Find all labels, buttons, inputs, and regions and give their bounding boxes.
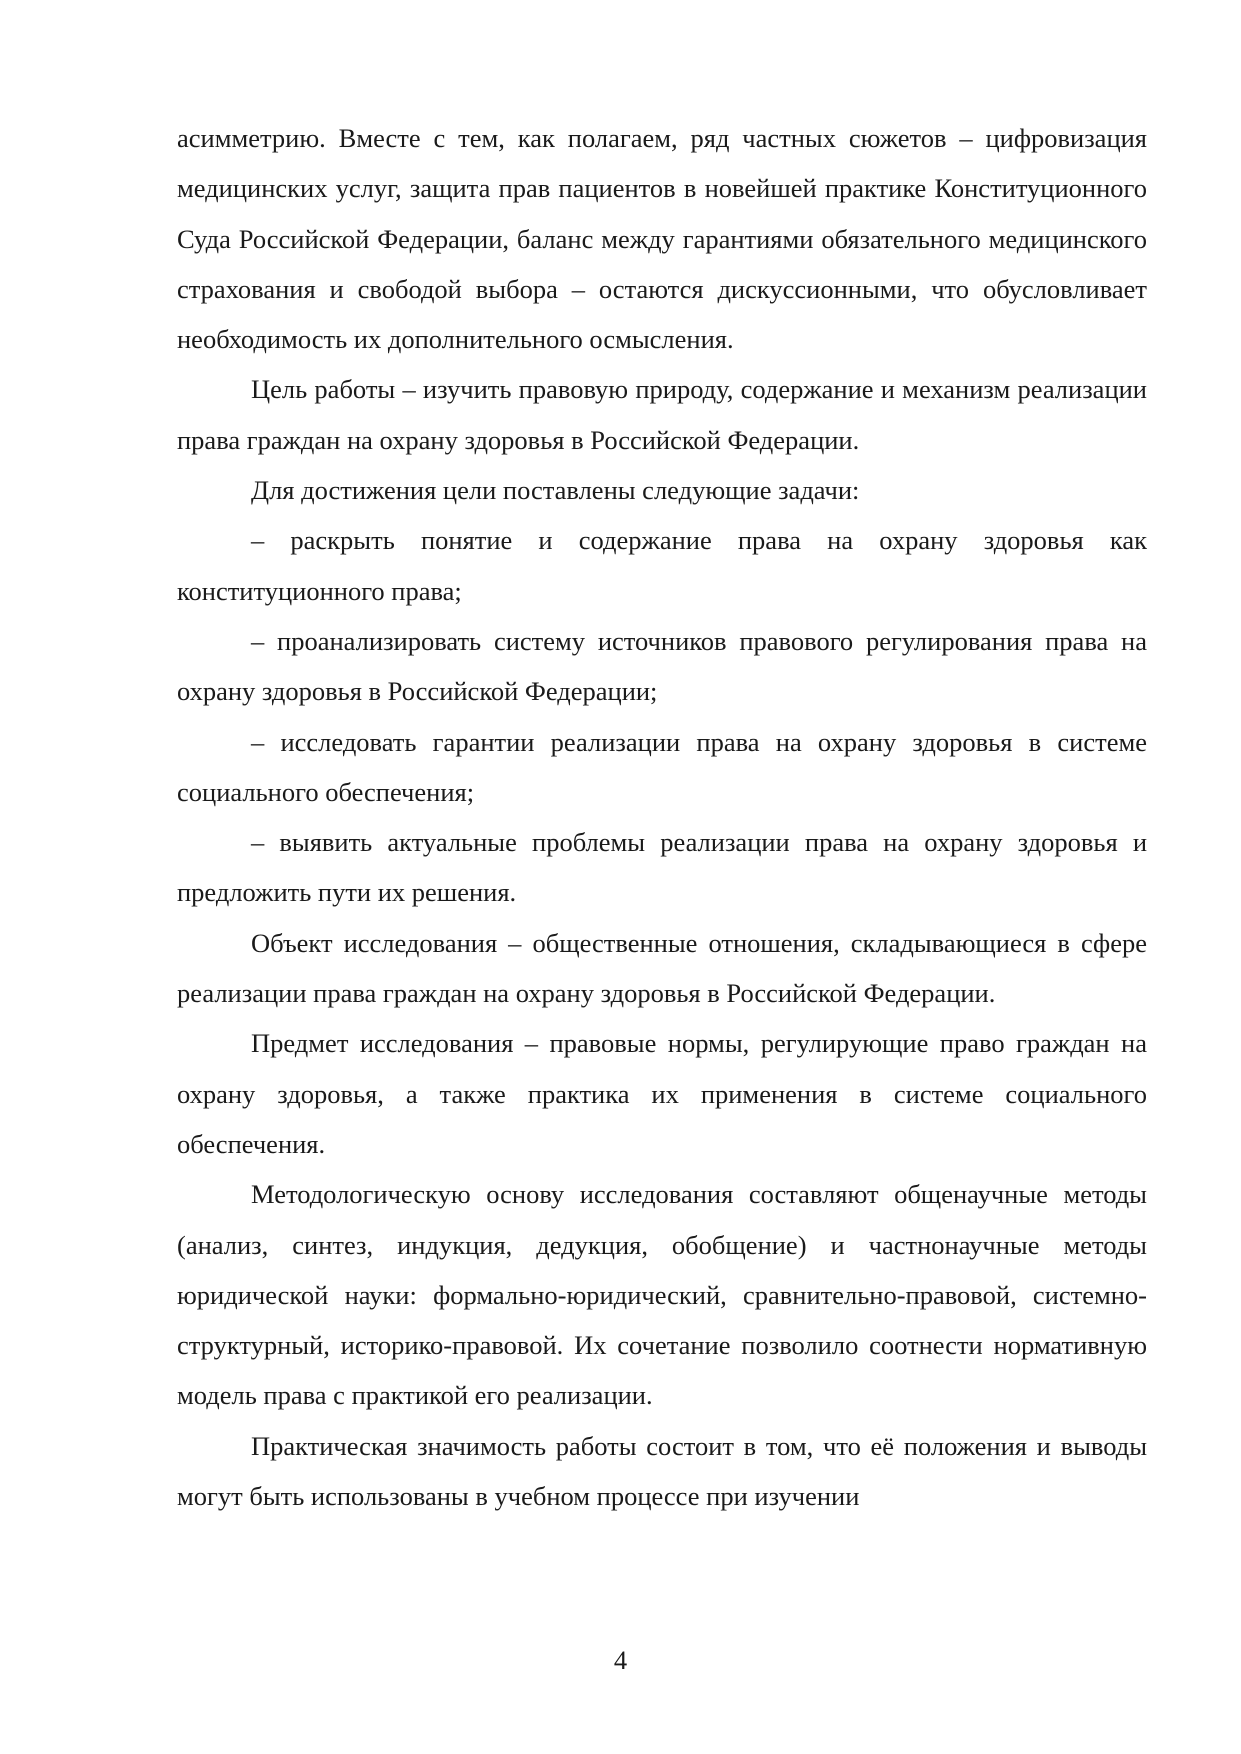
paragraph-goal: Цель работы – изучить правовую природу, содержание и механизм реализации права граждан на охрану здоровья в Российской Федерации. xyxy=(177,374,1147,455)
list-item-task-1: – раскрыть понятие и содержание права на охрану здоровья как конституционного права; xyxy=(177,525,1147,606)
list-item-task-3: – исследовать гарантии реализации права на охрану здоровья в системе социального обеспечения; xyxy=(177,726,1147,807)
paragraph-continuation: асимметрию. Вместе с тем, как полагаем, ряд частных сюжетов – цифровизация медицинских услуг, защита прав пациентов в новейшей практике Конституционного Суда Российской Федерации, баланс между гарантиями обязательного медицинского страхования и свободой выбора – остаются дискуссионными, что обусловливает необходимость их дополнительного осмысления. xyxy=(177,123,1147,355)
body-text xyxy=(177,113,1147,1521)
paragraph-subject: Предмет исследования – правовые нормы, регулирующие право граждан на охрану здоровья, а также практика их применения в системе социального обеспечения. xyxy=(177,1028,1147,1159)
paragraph-methodology: Методологическую основу исследования составляют общенаучные методы (анализ, синтез, индукция, дедукция, обобщение) и частнонаучные методы юридической науки: формально-юридический, сравнительно-правовой, системно-структурный, историко-правовой. Их сочетание позволило соотнести нормативную модель права с практикой его реализации. xyxy=(177,1179,1147,1411)
list-item-task-2: – проанализировать систему источников правового регулирования права на охрану здоровья в Российской Федерации; xyxy=(177,625,1147,707)
paragraph-object: Объект исследования – общественные отношения, складывающиеся в сфере реализации права граждан на охрану здоровья в Российской Федерации. xyxy=(177,927,1147,1009)
page-number: 4 xyxy=(613,1645,628,1675)
paragraph-tasks-intro: Для достижения цели поставлены следующие задачи: xyxy=(251,475,860,506)
list-item-task-4: – выявить актуальные проблемы реализации права на охрану здоровья и предложить пути их решения. xyxy=(177,827,1147,908)
paragraph-practical-significance: Практическая значимость работы состоит в том, что её положения и выводы могут быть использованы в учебном процессе при изучении xyxy=(177,1430,1147,1512)
